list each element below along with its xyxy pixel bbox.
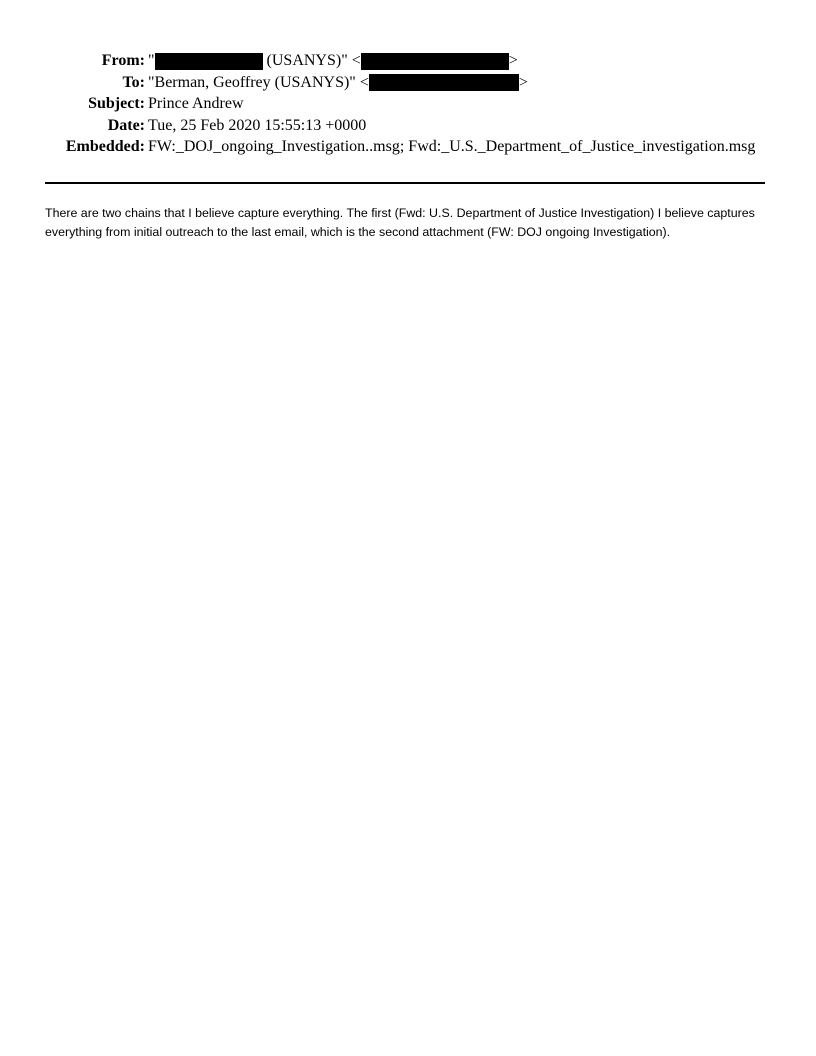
to-label: To: [122, 73, 145, 91]
from-suffix: > [508, 52, 518, 69]
redaction-block [369, 74, 519, 91]
to-prefix: "Berman, Geoffrey (USANYS)" < [148, 73, 369, 91]
date-label: Date: [107, 116, 145, 134]
embedded-label: Embedded: [65, 138, 145, 155]
embedded-value: FW:_DOJ_ongoing_Investigation..msg; Fwd:_U.S._Department_of_Justice_investigation.msg [148, 138, 756, 155]
redaction-block [361, 53, 509, 70]
header-divider [45, 182, 765, 184]
from-middle: (USANYS)" < [262, 52, 361, 69]
date-row [0, 117, 816, 139]
from-row [0, 52, 816, 74]
embedded-row [0, 138, 816, 160]
from-value [145, 52, 518, 70]
from-label: From: [101, 52, 145, 69]
email-header [0, 52, 816, 160]
subject-row [0, 95, 816, 117]
to-value [145, 74, 528, 92]
redaction-block [155, 53, 263, 70]
to-row [0, 74, 816, 96]
to-suffix: > [518, 73, 528, 91]
date-value: Tue, 25 Feb 2020 15:55:13 +0000 [148, 116, 367, 134]
subject-value: Prince Andrew [148, 95, 244, 112]
email-body: There are two chains that I believe capture everything. The first (Fwd: U.S. Department of Justice Investigation) I believe captures everything from initial outreach to the last email, which is the second attachment (FW: DOJ ongoing Investigation). [45, 206, 755, 239]
from-prefix: " [148, 52, 155, 69]
subject-label: Subject: [88, 95, 145, 112]
